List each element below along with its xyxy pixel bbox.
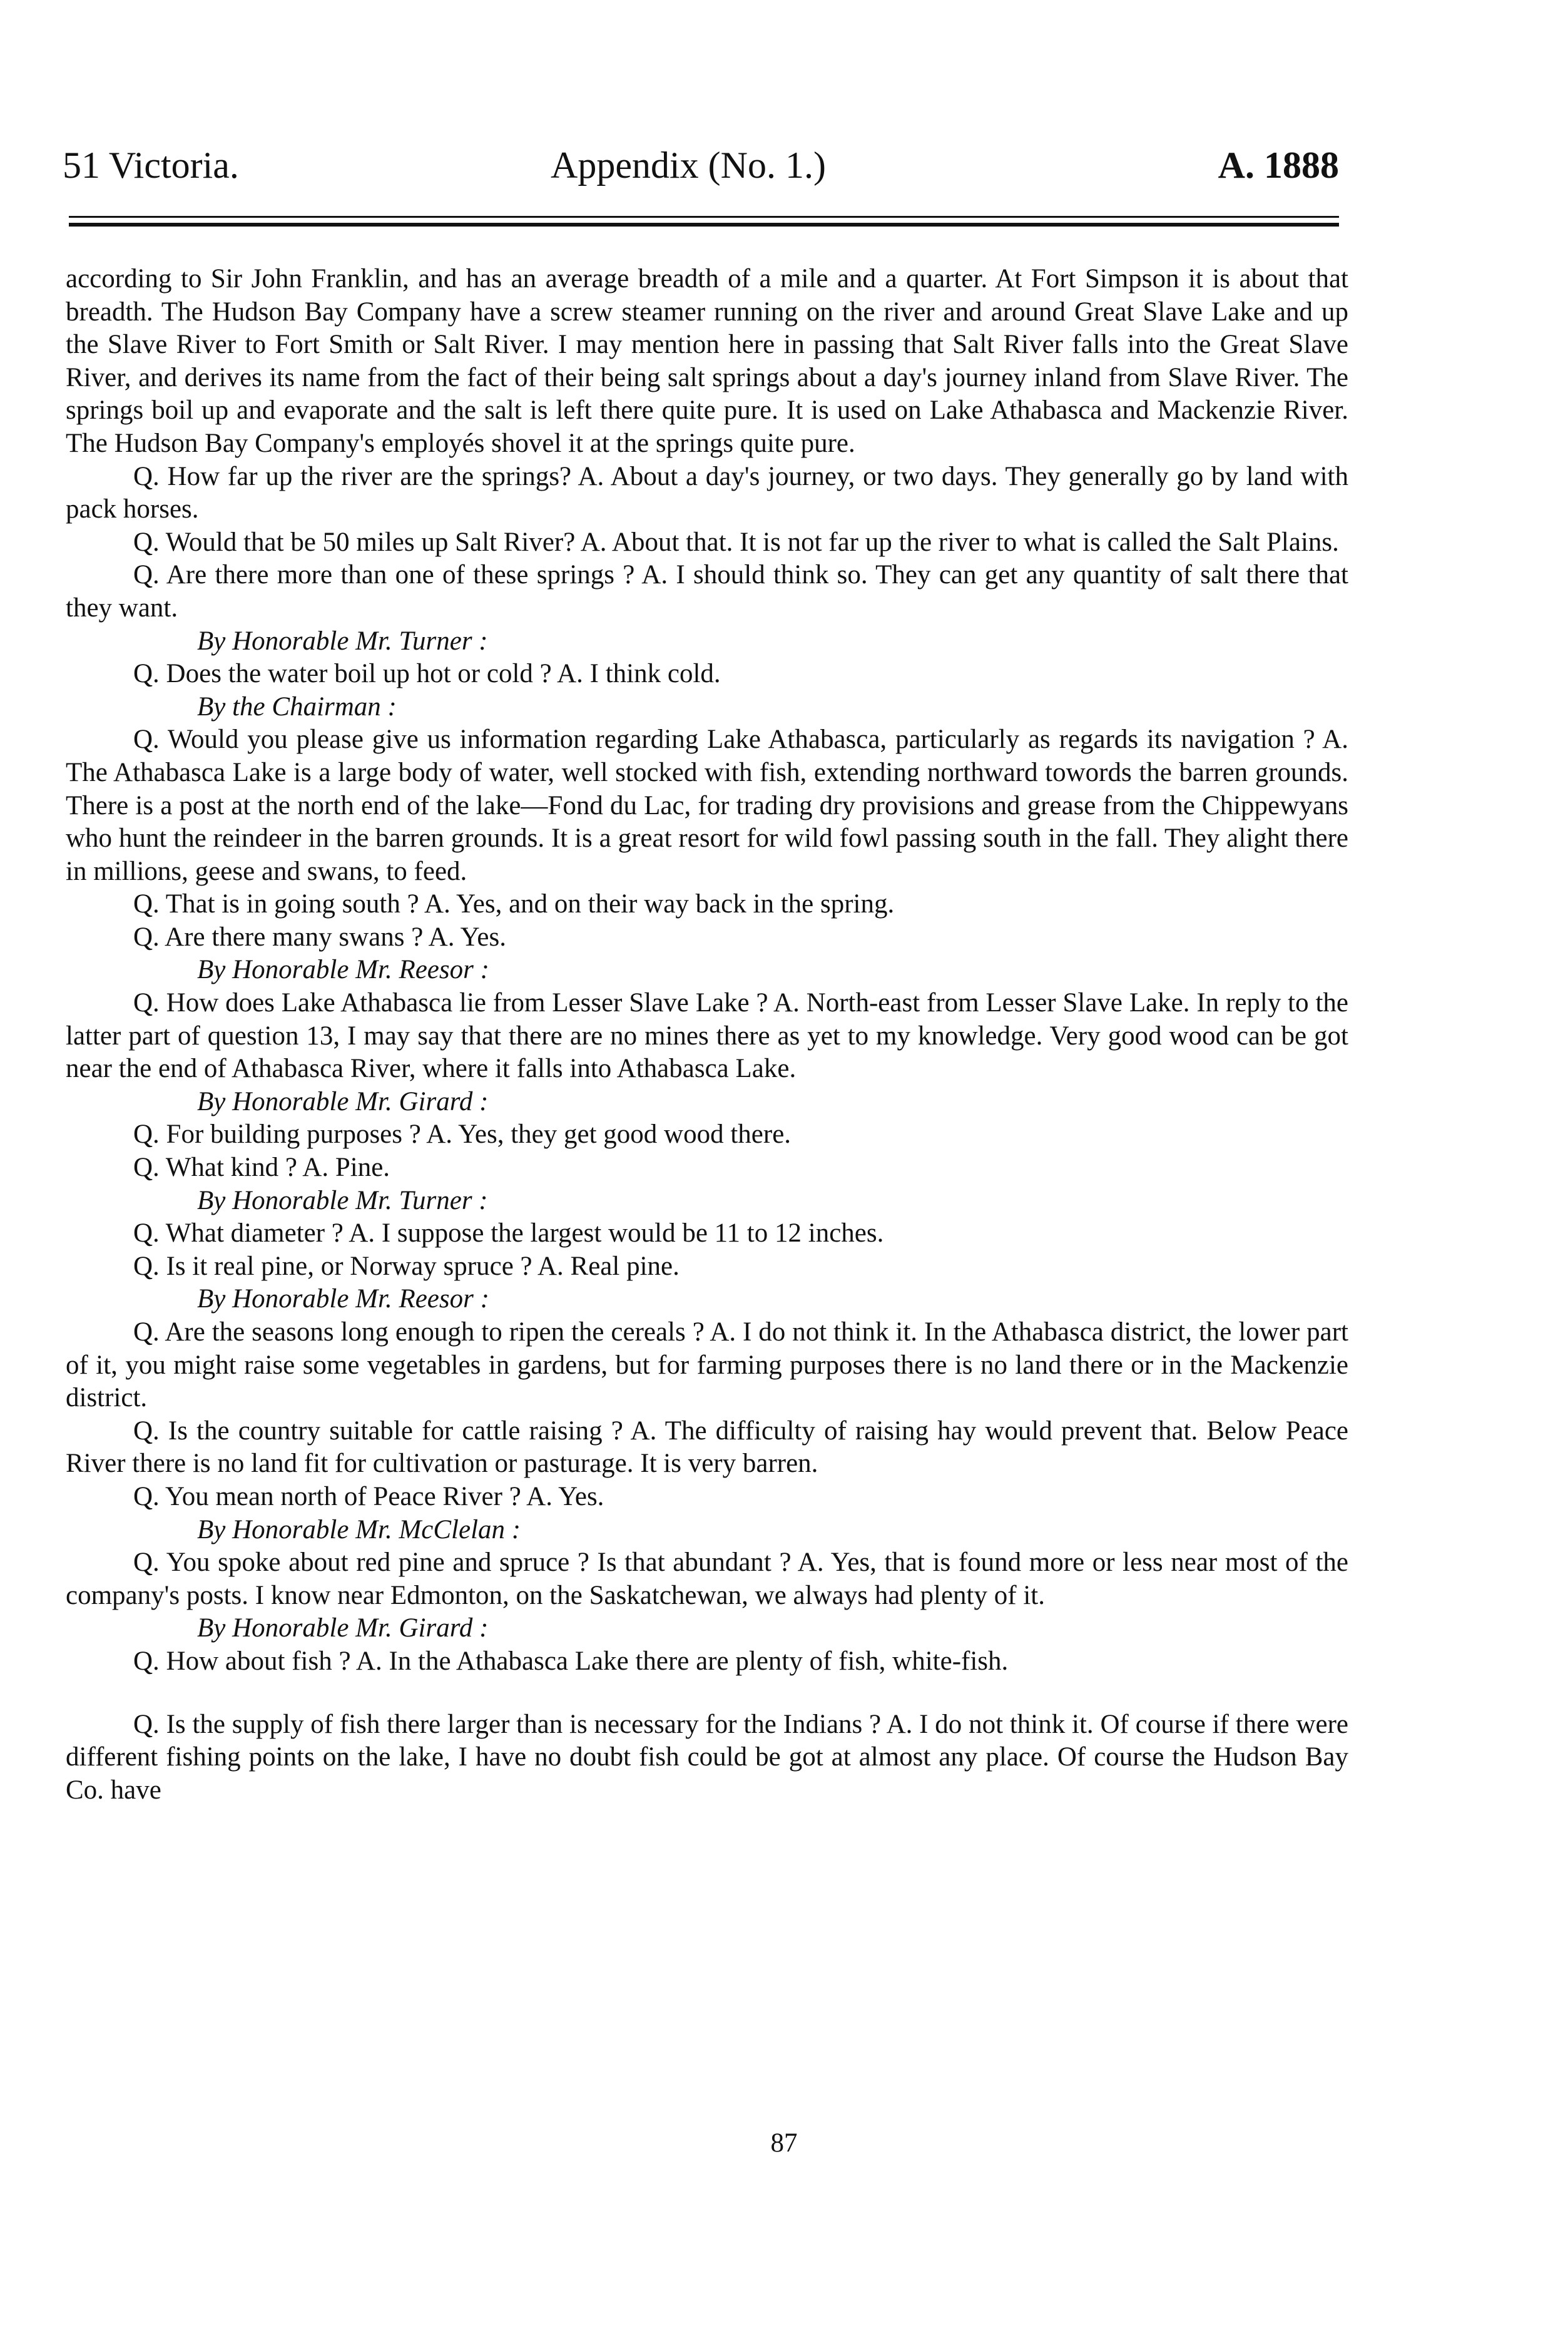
qa-paragraph: Q. What diameter ? A. I suppose the largest would be 11 to 12 inches. [133,1218,884,1248]
speaker-heading: By the Chairman : [197,692,397,722]
text-paragraph: according to Sir John Franklin, and has an average breadth of a mile and a quarter. At Fort Simpson it is about that breadth. The Hudson Bay Company have a screw steamer running on the river and around Great Slave Lake and up the Slave River to Fort Smith or Salt River. I may mention here in passing that Salt River falls into the Great Slave River, and derives its name from the fact of their being salt springs about a day's journey inland from Slave River. The springs boil up and evaporate and the salt is left there quite pure. It is used on Lake Athabasca and Mackenzie River. The Hudson Bay Company's employés shovel it at the springs quite pure. [66,264,1348,458]
qa-paragraph: Q. Is it real pine, or Norway spruce ? A. Real pine. [133,1251,680,1281]
qa-paragraph: Q. Is the supply of fish there larger than is necessary for the Indians ? A. I do not think it. Of course if there were different fishing points on the lake, I have no doubt fish could be got at almost any place. Of course the Hudson Bay Co. have [66,1709,1348,1805]
qa-paragraph: Q. You mean north of Peace River ? A. Yes. [133,1481,604,1511]
qa-paragraph: Q. Would you please give us information regarding Lake Athabasca, particularly as regards its navigation ? A. The Athabasca Lake is a large body of water, well stocked with fish, extending northward towords the barren grounds. There is a post at the north end of the lake—Fond du Lac, for trading dry provisions and grease from the Chippewyans who hunt the reindeer in the barren grounds. It is a great resort for wild fowl passing south in the fall. They alight there in millions, geese and swans, to feed. [66,725,1348,886]
qa-paragraph: Q. Are there many swans ? A. Yes. [133,922,506,952]
speaker-heading: By Honorable Mr. McClelan : [197,1514,521,1544]
qa-paragraph: Q. Are there more than one of these springs ? A. I should think so. They can get any quantity of salt there that they want. [66,560,1348,623]
header-rule-thin [69,216,1339,218]
header-rule-thick [69,223,1339,227]
qa-paragraph: Q. What kind ? A. Pine. [133,1153,390,1183]
qa-paragraph: Q. Is the country suitable for cattle raising ? A. The difficulty of raising hay would prevent that. Below Peace River there is no land fit for cultivation or pasturage. It is very barren. [66,1416,1348,1479]
speaker-heading: By Honorable Mr. Girard : [197,1086,489,1116]
qa-paragraph: Q. Are the seasons long enough to ripen the cereals ? A. I do not think it. In the Athabasca district, the lower part of it, you might raise some vegetables in gardens, but for farming purposes there is no land there or in the Mackenzie district. [66,1317,1348,1413]
speaker-heading: By Honorable Mr. Reesor : [197,955,489,985]
qa-paragraph: Q. How about fish ? A. In the Athabasca Lake there are plenty of fish, white-fish. [133,1646,1009,1676]
speaker-heading: By Honorable Mr. Turner : [197,626,488,656]
page-number: 87 [770,2128,798,2158]
qa-paragraph: Q. Would that be 50 miles up Salt River? A. About that. It is not far up the river to what is called the Salt Plains. [133,527,1339,557]
paragraph-gap [66,1678,1348,1708]
header-appendix: Appendix (No. 1.) [551,145,826,186]
qa-paragraph: Q. Does the water boil up hot or cold ? A. I think cold. [133,659,721,689]
qa-paragraph: Q. For building purposes ? A. Yes, they get good wood there. [133,1120,792,1150]
qa-paragraph: Q. How does Lake Athabasca lie from Lesser Slave Lake ? A. North-east from Lesser Slave Lake. In reply to the latter part of question 13, I may say that there are no mines there as yet to my knowledge. Very good wood can be got near the end of Athabasca River, where it falls into Athabasca Lake. [66,988,1348,1084]
header-session: 51 Victoria. [63,145,239,186]
qa-paragraph: Q. How far up the river are the springs? A. About a day's journey, or two days. They generally go by land with pack horses. [66,461,1348,524]
qa-paragraph: Q. That is in going south ? A. Yes, and on their way back in the spring. [133,889,895,919]
speaker-heading: By Honorable Mr. Reesor : [197,1284,489,1314]
speaker-heading: By Honorable Mr. Girard : [197,1613,489,1643]
page-body [66,263,1348,1807]
qa-paragraph: Q. You spoke about red pine and spruce ? Is that abundant ? A. Yes, that is found more or less near most of the company's posts. I know near Edmonton, on the Saskatchewan, we always had plenty of it. [66,1548,1348,1610]
page-header [63,144,1339,200]
speaker-heading: By Honorable Mr. Turner : [197,1185,488,1215]
header-year: A. 1888 [1218,145,1339,186]
